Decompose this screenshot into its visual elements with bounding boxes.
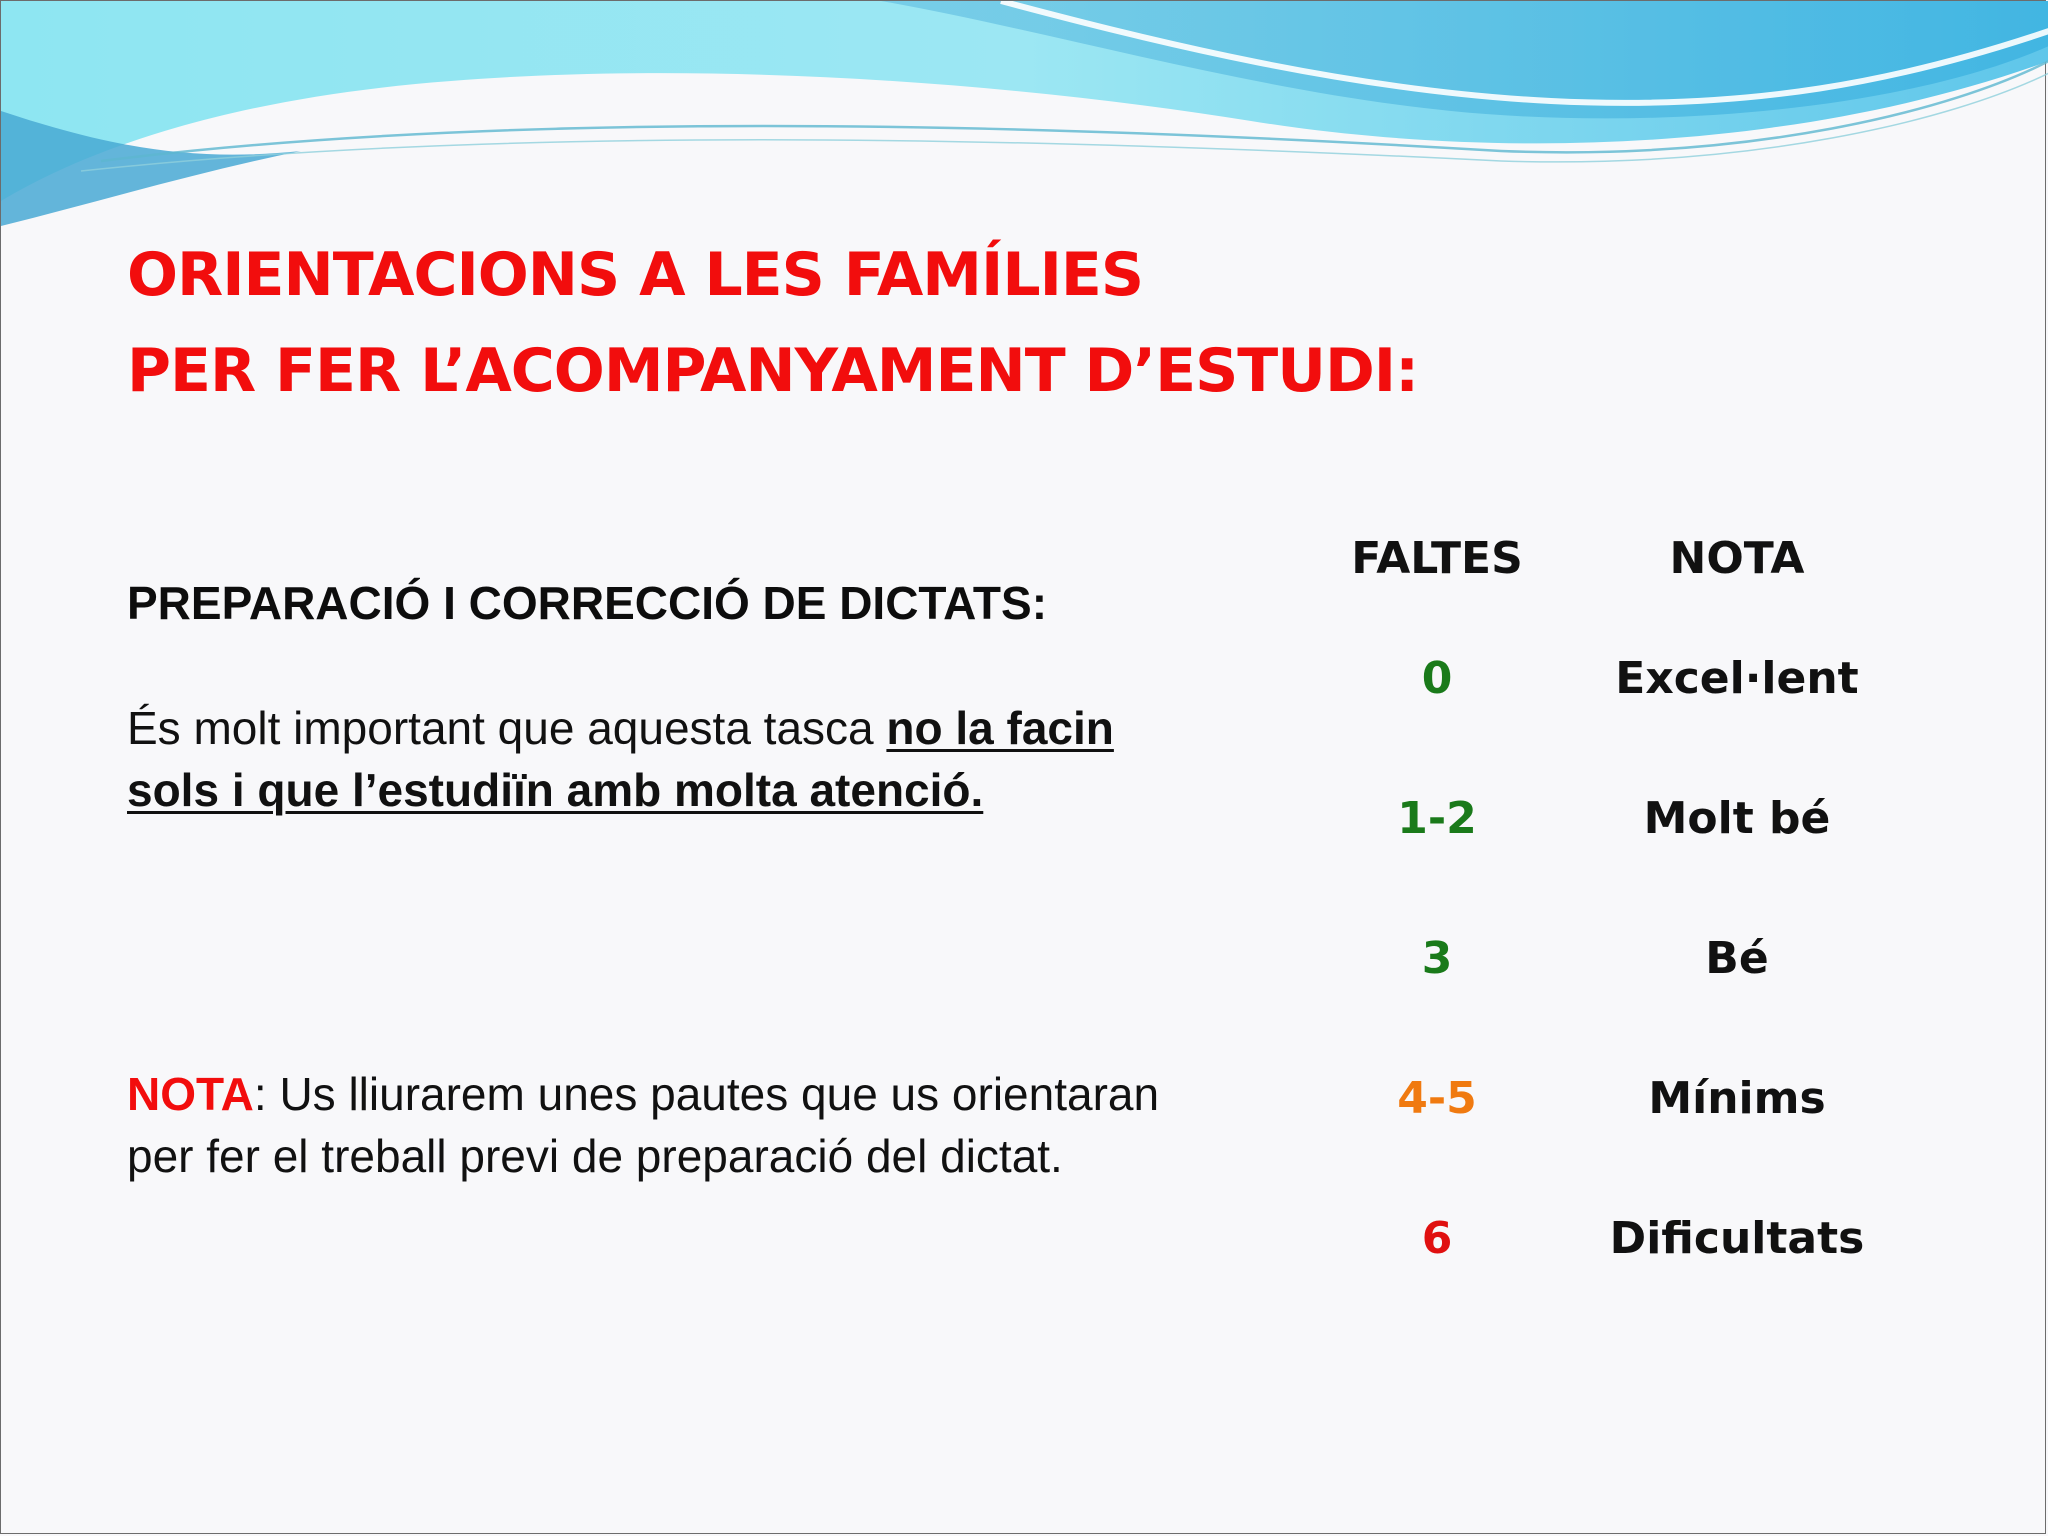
- row-3-faltes: 4-5: [1397, 1073, 1477, 1124]
- title-line-2: PER FER L’ACOMPANYAMENT D’ESTUDI:: [127, 336, 1419, 406]
- instruction-emphasis: no la facin sols i que l’estudiïn amb molta atenció.: [127, 702, 1114, 816]
- note-label: NOTA: [127, 1068, 254, 1120]
- row-1-nota: Molt bé: [1643, 793, 1831, 844]
- instruction-text: És molt important que aquesta tasca: [127, 702, 887, 754]
- row-4-faltes: 6: [1421, 1213, 1453, 1264]
- row-0-faltes: 0: [1421, 653, 1453, 704]
- section-heading: PREPARACIÓ I CORRECCIÓ DE DICTATS:: [127, 577, 1048, 629]
- instruction-paragraph: [127, 697, 1207, 821]
- wave-decoration: [1, 1, 2048, 241]
- row-2-faltes: 3: [1421, 933, 1453, 984]
- row-1-faltes: 1-2: [1397, 793, 1477, 844]
- slide-title: [127, 227, 1418, 419]
- row-2-nota: Bé: [1705, 933, 1769, 984]
- faltes-header: FALTES: [1351, 533, 1523, 584]
- row-3-nota: Mínims: [1648, 1073, 1826, 1124]
- nota-header: NOTA: [1669, 533, 1805, 584]
- note-text: : Us lliurarem unes pautes que us orientaran per fer el treball previ de preparació del dictat.: [127, 1068, 1160, 1182]
- row-4-nota: Dificultats: [1609, 1213, 1865, 1264]
- title-line-1: ORIENTACIONS A LES FAMÍLIES: [127, 240, 1144, 310]
- row-0-nota: Excel·lent: [1615, 653, 1859, 704]
- note-paragraph: [127, 1063, 1207, 1187]
